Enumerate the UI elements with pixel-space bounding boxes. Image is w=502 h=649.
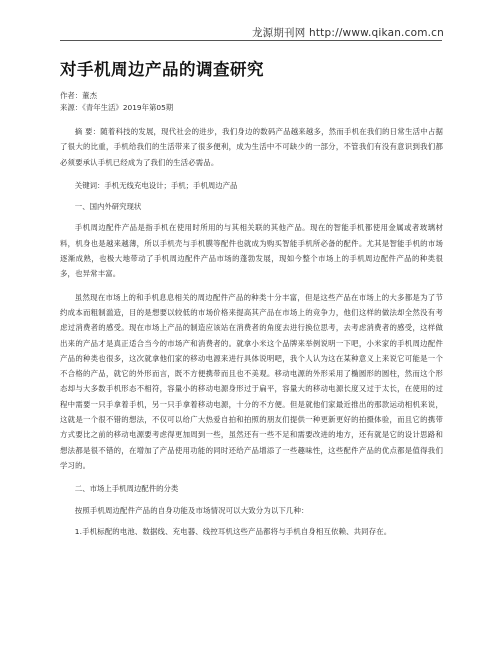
abstract-paragraph: 摘 要：随着科技的发展，现代社会的进步，我们身边的数码产品越来越多，然而手机在我们的日常生活中占据了很大的比重，手机给我们的生活带来了很多便利，成为生活中不可缺少的一部分，不管我们有没有意识到我们都必须要承认手机已经成为了我们的生活必需品。 bbox=[60, 127, 443, 167]
section-heading-2: 二、市场上手机周边配件的分类 bbox=[74, 484, 179, 494]
section2-item-1: 1.手机标配的电池、数据线、充电器、线控耳机这些产品都将与手机自身相互依赖、共同存在。 bbox=[74, 526, 392, 536]
section1-paragraph-1: 手机周边配件产品是指手机在使用时所用的与其相关联的其他产品。现在的智能手机都使用金属或者玻璃材料，机身也是越来越薄，所以手机壳与手机膜等配件也就成为购买智能手机所必备的配件。尤其是智能手机的市场逐渐成熟，也极大地带动了手机周边配件产品市场的蓬勃发展，现如今整个市场上的手机周边配件产品的种类很多，也异常丰富。 bbox=[60, 223, 443, 279]
section1-paragraph-2: 虽然现在市场上的和手机息息相关的周边配件产品的种类十分丰富，但是这些产品在市场上的大多都是为了节约成本而粗制滥造，目的是想要以较低的市场价格来提高其产品在市场上的竞争力，他们这样的做法却全然没有考虑过消费者的感受。现在市场上产品的制造应该站在消费者的角度去进行换位思考，去考虑消费者的感受，这样做出来的产品才是真正适合当今的市场产和消费者的。就拿小米这个品牌来举例说明一下吧，小米家的手机周边配件产品的种类也很多，这次就拿他们家的移动电源来进行具体说明吧，我个人认为这在某种意义上来说它可能是一个不合格的产品，就它的外形而言，既不方便携带而且也不美观。移动电源的外形采用了椭圆形的圆柱，然而这个形态却与大多数手机形态不相符，容量小的移动电源身形过于扁平，容量大的移动电源长度又过于太长，在使用的过程中需要一只手拿着手机，另一只手拿着移动电源，十分的不方便。但是就他们家最近推出的那款运动相机来说，这就是一个很不错的想法，不仅可以给广大热爱自拍和拍照的朋友们提供一种更新更好的拍摄体验，而且它的携带方式要比之前的移动电源要考虑得更加周到一些，虽然还有一些不足和需要改进的地方，还有就是它的设计思路和想法都是很不错的，在增加了产品使用功能的同时还给产品增添了一些趣味性，这些配件产品的优点都是值得我们学习的。 bbox=[60, 292, 443, 470]
header-divider bbox=[60, 40, 442, 41]
journal-site-header: 龙源期刊网 http://www.qikan.com.cn bbox=[251, 27, 444, 39]
article-body bbox=[60, 56, 443, 539]
keywords-line: 关键词：手机无线充电设计；手机；手机周边产品 bbox=[74, 180, 238, 190]
article-source: 来源：《青年生活》2019年第05期 bbox=[60, 103, 174, 112]
section-heading-1: 一、国内外研究现状 bbox=[74, 202, 142, 212]
article-title: 对手机周边产品的调查研究 bbox=[60, 60, 264, 79]
section2-intro: 按照手机周边配件产品的自身功能及市场情况可以大致分为以下几种： bbox=[74, 505, 309, 515]
article-author: 作者：董杰 bbox=[60, 91, 97, 100]
